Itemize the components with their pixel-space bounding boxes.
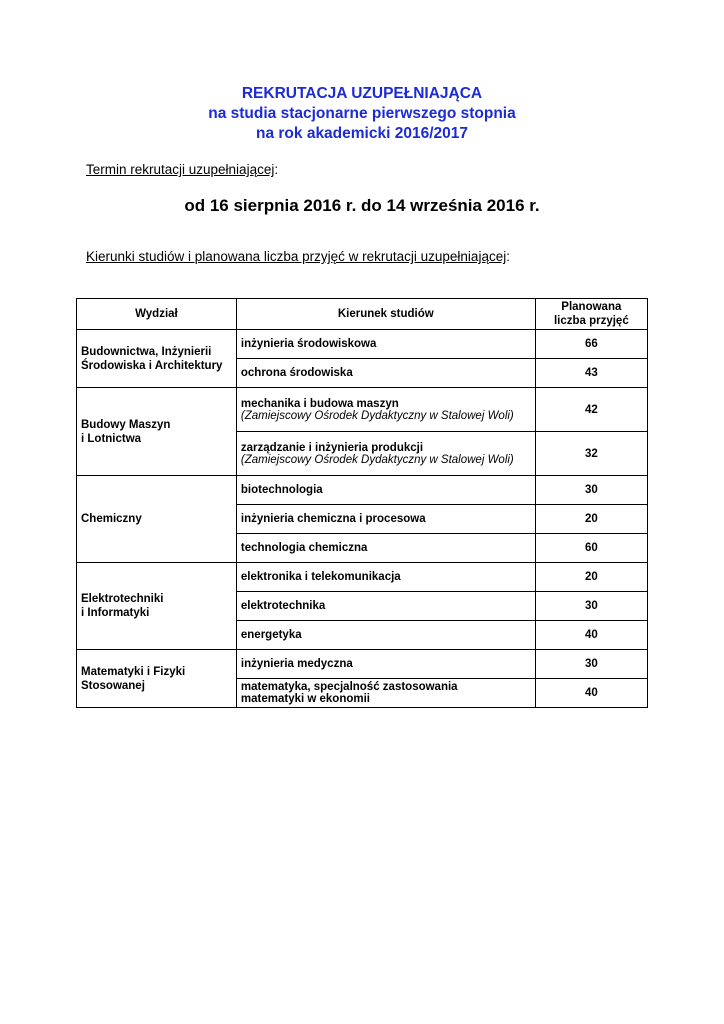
department-cell	[77, 650, 237, 708]
program-cell	[236, 476, 535, 505]
header-planned-line1: Planowana	[561, 301, 622, 313]
program-cell	[236, 592, 535, 621]
recruitment-table	[76, 298, 648, 708]
table-row	[77, 563, 648, 592]
program-name: ochrona środowiska	[240, 367, 353, 379]
program-name: biotechnologia	[240, 484, 323, 496]
department-name-line1: Elektrotechniki	[81, 593, 164, 605]
term-label-colon: :	[274, 162, 279, 177]
department-cell	[77, 476, 237, 563]
program-name: mechanika i budowa maszyn	[240, 397, 399, 410]
program-name: inżynieria chemiczna i procesowa	[240, 513, 426, 525]
department-name-line1: Chemiczny	[81, 513, 142, 525]
program-note: (Zamiejscowy Ośrodek Dydaktyczny w Stalowej Woli)	[240, 409, 514, 422]
department-name-line1: Budowy Maszyn	[81, 418, 171, 431]
department-name-line2: i Lotnictwa	[81, 432, 142, 445]
department-cell	[77, 388, 237, 476]
program-name-line2: matematyki w ekonomii	[240, 693, 370, 705]
program-name: zarządzanie i inżynieria produkcji	[240, 441, 424, 454]
program-name: inżynieria środowiskowa	[240, 338, 377, 350]
program-cell	[236, 330, 535, 359]
program-cell	[236, 621, 535, 650]
program-note: (Zamiejscowy Ośrodek Dydaktyczny w Stalowej Woli)	[240, 453, 514, 466]
table-header-row	[77, 299, 648, 330]
planned-count: 20	[535, 563, 647, 592]
department-cell	[77, 330, 237, 388]
department-name-line2: Stosowanej	[81, 679, 145, 692]
header-program: Kierunek studiów	[236, 299, 535, 330]
title-line-1: REKRUTACJA UZUPEŁNIAJĄCA	[241, 85, 483, 102]
planned-count: 20	[535, 505, 647, 534]
program-cell	[236, 505, 535, 534]
planned-count: 30	[535, 650, 647, 679]
term-label-text: Termin rekrutacji uzupełniającej	[86, 162, 275, 177]
table-row	[77, 330, 648, 359]
directions-label-colon: :	[506, 249, 510, 264]
department-cell	[77, 563, 237, 650]
program-cell	[236, 650, 535, 679]
department-name-line2: Środowiska i Architektury	[81, 359, 223, 372]
program-cell	[236, 432, 535, 476]
department-name-line1: Budownictwa, Inżynierii	[81, 345, 212, 358]
header-department: Wydział	[77, 299, 237, 330]
header-planned-line2: liczba przyjęć	[553, 315, 629, 327]
department-name-line2: i Informatyki	[81, 607, 150, 619]
table-row	[77, 476, 648, 505]
table-row	[77, 650, 648, 679]
program-cell	[236, 534, 535, 563]
planned-count: 42	[535, 388, 647, 432]
program-name: inżynieria medyczna	[240, 658, 353, 670]
program-cell	[236, 359, 535, 388]
program-name: energetyka	[240, 629, 302, 641]
header-planned	[535, 299, 647, 330]
program-cell	[236, 388, 535, 432]
directions-label-text: Kierunki studiów i planowana liczba przyjęć w rekrutacji uzupełniającej	[86, 249, 507, 264]
document-title	[0, 84, 724, 144]
directions-label	[86, 249, 510, 264]
planned-count: 40	[535, 679, 647, 708]
program-cell	[236, 563, 535, 592]
planned-count: 43	[535, 359, 647, 388]
planned-count: 32	[535, 432, 647, 476]
table-row	[77, 388, 648, 432]
planned-count: 30	[535, 476, 647, 505]
planned-count: 40	[535, 621, 647, 650]
program-cell	[236, 679, 535, 708]
program-name: matematyka, specjalność zastosowania	[240, 681, 458, 693]
recruitment-dates: od 16 sierpnia 2016 r. do 14 września 2016 r.	[184, 196, 540, 215]
title-line-3: na rok akademicki 2016/2017	[256, 125, 468, 142]
title-line-2: na studia stacjonarne pierwszego stopnia	[208, 105, 516, 122]
planned-count: 66	[535, 330, 647, 359]
program-name: elektronika i telekomunikacja	[240, 571, 401, 583]
department-name-line1: Matematyki i Fizyki	[81, 665, 186, 678]
program-name: technologia chemiczna	[240, 542, 368, 554]
program-name: elektrotechnika	[240, 600, 326, 612]
term-label	[86, 162, 278, 177]
planned-count: 30	[535, 592, 647, 621]
planned-count: 60	[535, 534, 647, 563]
